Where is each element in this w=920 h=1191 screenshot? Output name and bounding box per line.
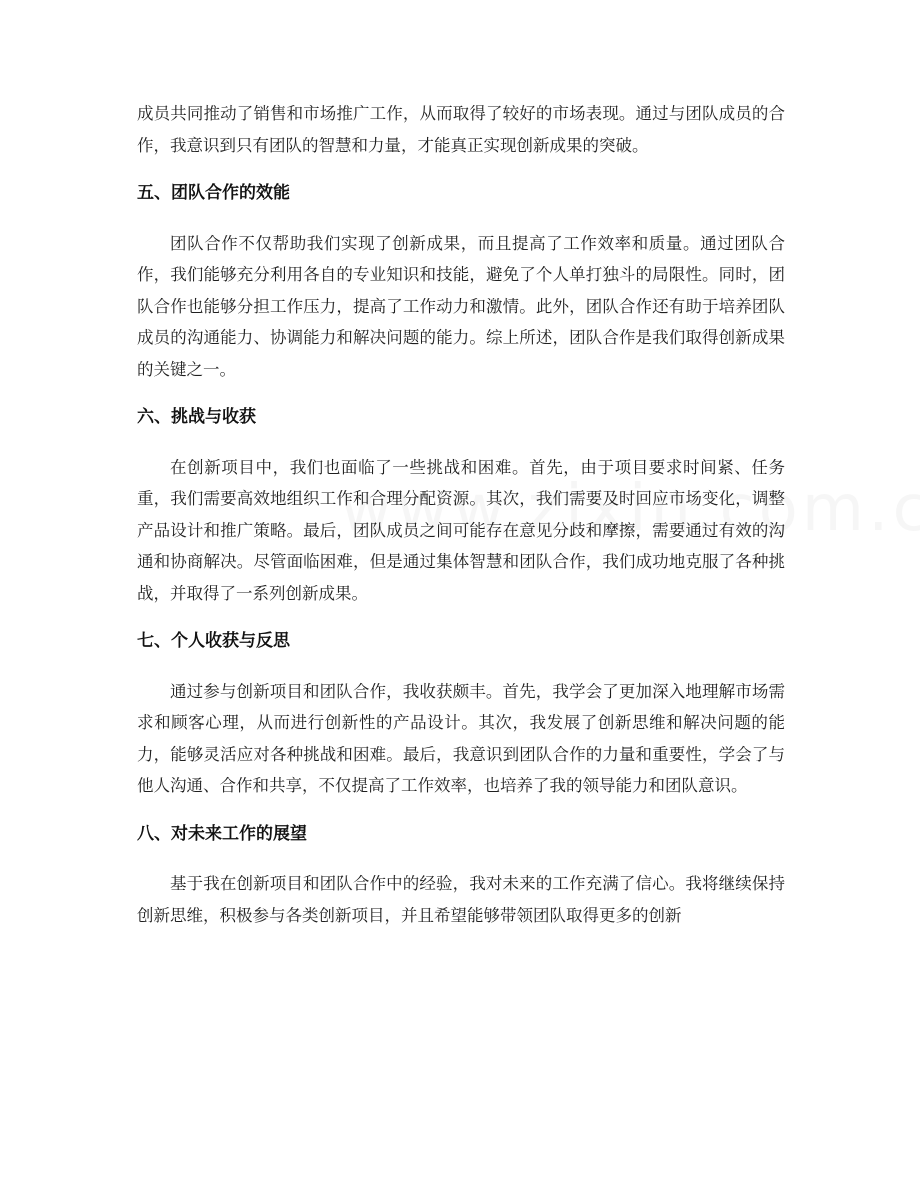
spacer [137,658,785,676]
spacer [137,802,785,819]
section-heading-7: 七、个人收获与反思 [137,631,290,651]
intro-paragraph: 成员共同推动了销售和市场推广工作，从而取得了较好的市场表现。通过与团队成员的合作，我意识到只有团队的智慧和力量，才能真正实现创新成果的突破。 [137,104,785,155]
section-body-5: 团队合作不仅帮助我们实现了创新成果，而且提高了工作效率和质量。通过团队合作，我们能够充分利用各自的专业知识和技能，避免了个人单打独斗的局限性。同时，团队合作也能够分担工作压力，提高了工作动力和激情。此外，团队合作还有助于培养团队成员的沟通能力、协调能力和解决问题的能力。综上所述，团队合作是我们取得创新成果的关键之一。 [137,233,785,379]
spacer [137,434,785,452]
section-heading-8: 八、对未来工作的展望 [137,823,307,844]
spacer [137,609,785,626]
section-heading-5: 五、团队合作的效能 [137,183,290,203]
spacer [137,850,785,868]
document-page [137,98,785,931]
spacer [137,161,785,178]
section-body-6: 在创新项目中，我们也面临了一些挑战和困难。首先，由于项目要求时间紧、任务重，我们需要高效地组织工作和合理分配资源。其次，我们需要及时回应市场变化，调整产品设计和推广策略。最后，团队成员之间可能存在意见分歧和摩擦，需要通过有效的沟通和协商解决。尽管面临困难，但是通过集体智慧和团队合作，我们成功地克服了各种挑战，并取得了一系列创新成果。 [137,457,785,603]
section-heading-6: 六、挑战与收获 [137,407,256,427]
spacer [137,210,785,228]
section-body-7: 通过参与创新项目和团队合作，我收获颇丰。首先，我学会了更加深入地理解市场需求和顾客心理，从而进行创新性的产品设计。其次，我发展了创新思维和解决问题的能力，能够灵活应对各种挑战和困难。最后，我意识到团队合作的力量和重要性，学会了与他人沟通、合作和共享，不仅提高了工作效率，也培养了我的领导能力和团队意识。 [137,681,785,795]
section-body-8: 基于我在创新项目和团队合作中的经验，我对未来的工作充满了信心。我将继续保持创新思维，积极参与各类创新项目，并且希望能够带领团队取得更多的创新 [137,874,785,925]
spacer [137,385,785,402]
